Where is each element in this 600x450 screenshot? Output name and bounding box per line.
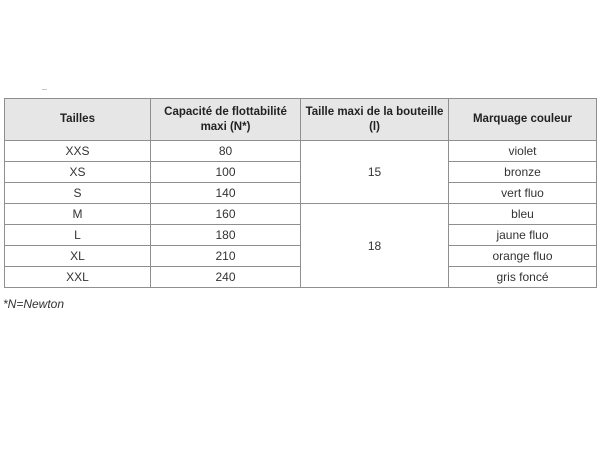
header-capacity: Capacité de flottabilité maxi (N*) [151,99,301,141]
cell-capacity: 140 [151,183,301,204]
cell-size: S [5,183,151,204]
cell-capacity: 80 [151,141,301,162]
cell-capacity: 100 [151,162,301,183]
cell-color: vert fluo [449,183,597,204]
cell-color: orange fluo [449,246,597,267]
cell-size: L [5,225,151,246]
cell-capacity: 240 [151,267,301,288]
cell-color: bronze [449,162,597,183]
table-header-row [5,99,597,141]
cell-capacity: 210 [151,246,301,267]
cell-size: XXS [5,141,151,162]
footnote: *N=Newton [3,297,65,311]
cell-color: gris foncé [449,267,597,288]
header-color: Marquage couleur [449,99,597,141]
cell-color: jaune fluo [449,225,597,246]
cell-capacity: 160 [151,204,301,225]
cell-bottle-group: 15 [301,141,449,204]
cell-capacity: 180 [151,225,301,246]
cell-size: XS [5,162,151,183]
cell-size: M [5,204,151,225]
size-table [4,98,597,288]
cell-size: XL [5,246,151,267]
cell-bottle-group: 18 [301,204,449,288]
cell-color: violet [449,141,597,162]
scan-mark [42,89,47,92]
table-row [5,141,597,162]
cell-size: XXL [5,267,151,288]
table-row [5,204,597,225]
cell-color: bleu [449,204,597,225]
header-bottle: Taille maxi de la bouteille (l) [301,99,449,141]
header-size: Tailles [5,99,151,141]
